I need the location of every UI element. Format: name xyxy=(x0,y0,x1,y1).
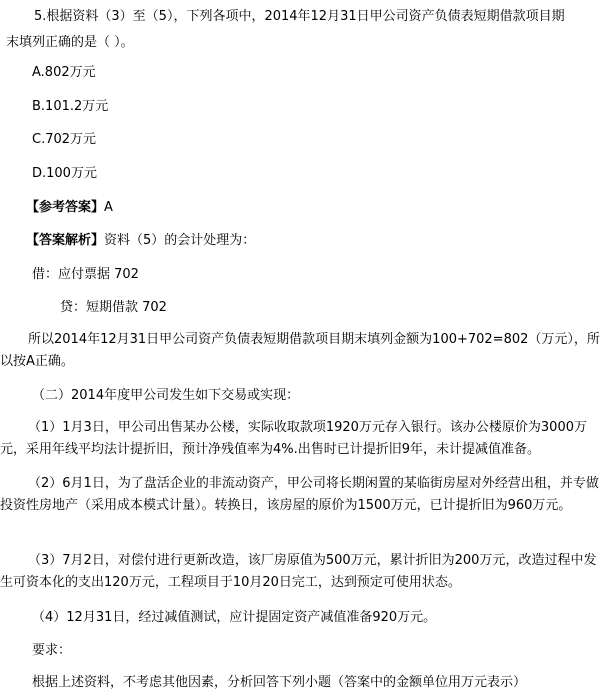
requirement-label: 要求： xyxy=(32,643,72,658)
option-b: B.101.2万元 xyxy=(32,99,109,114)
analysis-row xyxy=(26,230,255,251)
analysis-label: 【答案解析】 xyxy=(26,233,105,248)
requirement-text: 根据上述资料，不考虑其他因素，分析回答下列小题（答案中的金额单位用万元表示） xyxy=(32,675,527,690)
analysis-conclusion: 所以2014年12月31日甲公司资产负债表短期借款项目期末填列金额为100+702=802（万元），所以按A正确。 xyxy=(0,332,600,369)
answer-label: 【参考答案】 xyxy=(26,200,105,215)
journal-credit: 贷：短期借款 702 xyxy=(60,300,167,315)
section-heading: （二）2014年度甲公司发生如下交易或实现： xyxy=(32,388,300,403)
answer-value: A xyxy=(104,200,113,215)
option-a: A.802万元 xyxy=(32,65,96,80)
question-stem-line2: 末填列正确的是（ ）。 xyxy=(6,35,134,50)
section-item-2: （2）6月1日，为了盘活企业的非流动资产，甲公司将长期闲置的某临街房屋对外经营出租，并专做投资性房地产（采用成本模式计量）。转换日，该房屋的原价为1500万元，已计提折旧为960万元。 xyxy=(0,476,599,513)
option-c: C.702万元 xyxy=(32,132,97,147)
answer-row xyxy=(26,197,113,218)
analysis-text: 资料（5）的会计处理为： xyxy=(104,233,256,248)
section-item-1: （1）1月3日，甲公司出售某办公楼，实际收取款项1920万元存入银行。该办公楼原价为3000万元，采用年线平均法计提折旧，预计净残值率为4%.出售时已计提折旧9年，未计提减值准备。 xyxy=(0,420,587,457)
option-d: D.100万元 xyxy=(32,166,97,181)
journal-debit: 借：应付票据 702 xyxy=(32,267,139,282)
section-item-3: （3）7月2日，对偿付进行更新改造，该厂房原值为500万元，累计折旧为200万元，改造过程中发生可资本化的支出120万元，工程项目于10月20日完工，达到预定可使用状态。 xyxy=(0,553,597,590)
section-item-4: （4）12月31日，经过减值测试，应计提固定资产减值准备920万元。 xyxy=(32,610,437,625)
question-stem-line1: 5.根据资料（3）至（5），下列各项中，2014年12月31日甲公司资产负债表短期借款项目期 xyxy=(34,9,565,24)
